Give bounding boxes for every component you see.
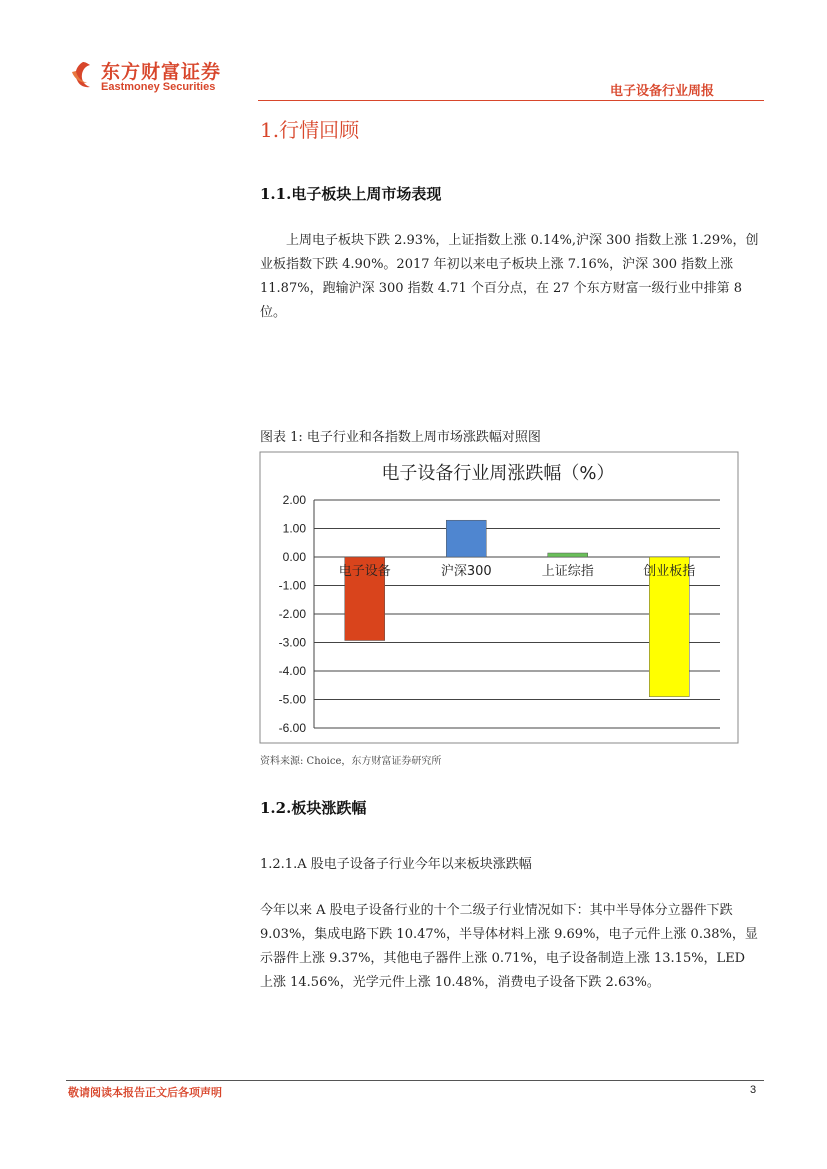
disclaimer-note: 敬请阅读本报告正文后各项声明 (68, 1086, 222, 1099)
footer-divider (66, 1080, 764, 1081)
chart-source-note: 资料来源: Choice，东方财富证券研究所 (260, 756, 442, 767)
sub-industry-paragraph: 今年以来 A 股电子设备行业的十个二级子行业情况如下：其中半导体分立器件下跌 9.03%，集成电路下跌 10.47%，半导体材料上涨 9.69%，电子元件上涨 0.38%，显示器件上涨 9.37%，其他电子器件上涨 0.71%，电子设备制造上涨 13.15%，LED 上涨 14.56%，光学元件上涨 10.48%，消费电子设备下跌 2.63%。 (260, 903, 758, 990)
y-tick-label: 2.00 (282, 493, 306, 507)
company-name-en: Eastmoney Securities (101, 81, 216, 93)
y-tick-label: -6.00 (278, 721, 306, 735)
y-tick-label: 1.00 (282, 521, 306, 536)
bar-2 (446, 520, 486, 557)
section-heading: 1.行情回顾 (260, 118, 360, 142)
report-title: 电子设备行业周报 (610, 84, 715, 99)
market-summary-paragraph: 上周电子板块下跌 2.93%，上证指数上涨 0.14%,沪深 300 指数上涨 1.29%，创业板指数下跌 4.90%。2017 年初以来电子板块上涨 7.16%，沪深 300 指数上涨 11.87%，跑输沪深 300 指数 4.71 个百分点，在 27 个东方财富一级行业中排第 8 位。 (260, 233, 759, 320)
page-number: 3 (750, 1084, 757, 1096)
category-label: 电子设备 (338, 564, 391, 579)
y-tick-label: 0.00 (282, 550, 306, 564)
chart-title: 电子设备行业周涨跌幅（%） (381, 463, 615, 484)
company-name-cn: 东方财富证券 (101, 61, 222, 83)
category-label: 沪深300 (440, 564, 492, 579)
y-tick-label: -4.00 (278, 664, 306, 678)
category-label: 上证综指 (541, 564, 594, 579)
figure-caption: 图表 1: 电子行业和各指数上周市场涨跌幅对照图 (260, 430, 541, 445)
sub-subsection-heading: 1.2.1.A 股电子设备子行业今年以来板块涨跌幅 (260, 857, 532, 872)
subsection-heading-sector-change: 1.2.板块涨跌幅 (260, 799, 367, 817)
header-divider (258, 100, 764, 101)
y-tick-label: -5.00 (278, 692, 306, 707)
logo-icon (68, 60, 98, 90)
bar-3 (548, 553, 588, 557)
subsection-heading-market-performance: 1.1.电子板块上周市场表现 (260, 185, 442, 203)
y-tick-label: -3.00 (278, 635, 306, 650)
y-tick-label: -2.00 (278, 607, 306, 621)
bar-chart (258, 450, 740, 746)
y-tick-label: -1.00 (278, 578, 306, 593)
category-label: 创业板指 (643, 564, 696, 579)
